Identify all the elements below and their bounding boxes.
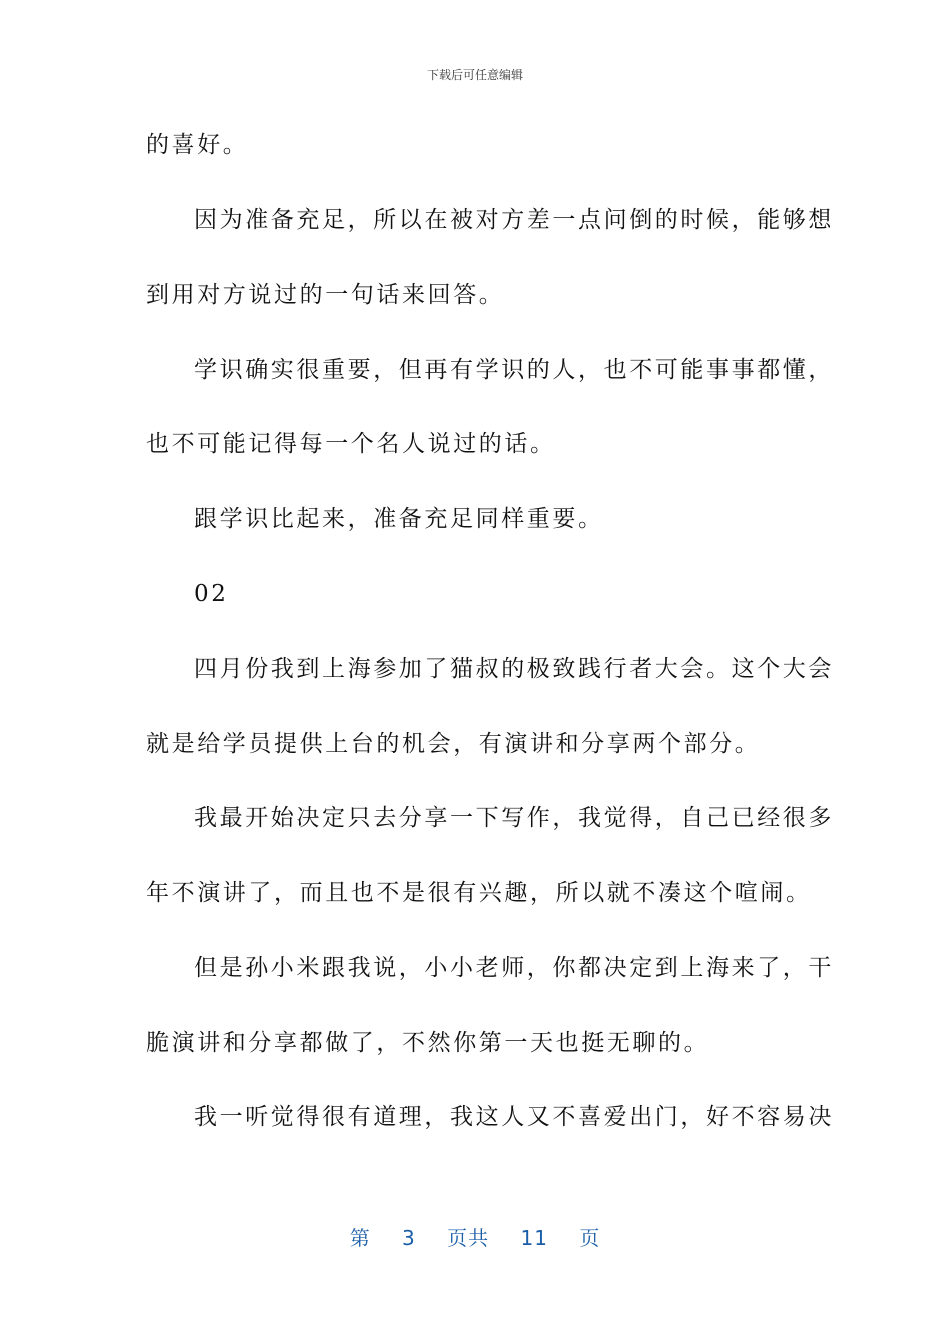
text-line: 但是孙小米跟我说，小小老师，你都决定到上海来了，干 — [194, 955, 834, 981]
text-line: 跟学识比起来，准备充足同样重要。 — [194, 506, 604, 532]
footer-prefix: 第 — [349, 1226, 371, 1250]
text-line: 因为准备充足，所以在被对方差一点问倒的时候，能够想 — [194, 207, 834, 233]
text-line: 我最开始决定只去分享一下写作，我觉得，自己已经很多 — [194, 805, 834, 831]
text-line: 就是给学员提供上台的机会，有演讲和分享两个部分。 — [146, 731, 761, 757]
text-line: 学识确实很重要，但再有学识的人，也不可能事事都懂， — [194, 357, 834, 383]
footer-middle: 页共 — [447, 1226, 490, 1250]
footer-suffix: 页 — [579, 1226, 601, 1250]
header-note: 下载后可任意编辑 — [426, 68, 523, 82]
page-footer — [0, 1222, 950, 1251]
footer-total-pages: 11 — [520, 1226, 548, 1250]
text-line: 我一听觉得很有道理，我这人又不喜爱出门，好不容易决 — [194, 1104, 834, 1130]
text-line: 的喜好。 — [146, 132, 249, 158]
text-line: 脆演讲和分享都做了，不然你第一天也挺无聊的。 — [146, 1030, 710, 1056]
text-line: 到用对方说过的一句话来回答。 — [146, 282, 505, 308]
text-line: 也不可能记得每一个名人说过的话。 — [146, 431, 556, 457]
footer-current-page: 3 — [402, 1226, 416, 1250]
text-line: 年不演讲了，而且也不是很有兴趣，所以就不凑这个喧闹。 — [146, 880, 812, 906]
section-number: 02 — [194, 581, 229, 607]
text-line: 四月份我到上海参加了猫叔的极致践行者大会。这个大会 — [194, 656, 834, 682]
